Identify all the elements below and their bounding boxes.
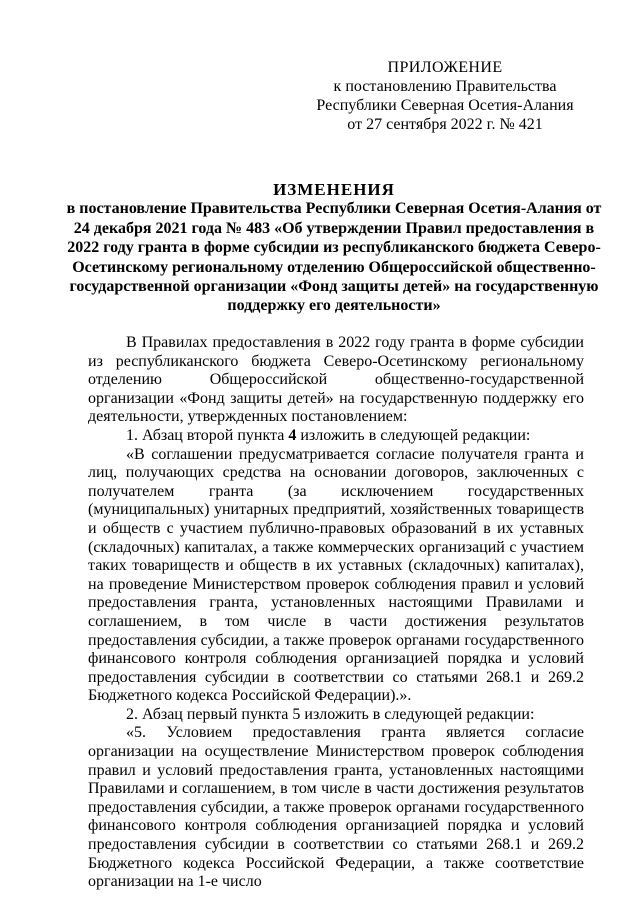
document-subtitle: в постановление Правительства Республики Северная Осетия-Алания от 24 декабря 2021 года № 483 «Об утверждении Правил предоставления в 2022 году гранта в форме субсидии из республиканского бюджета Северо-Осетинскому региональному отделению Общероссийской общественно-государственной организации «Фонд защиты детей» на государственную поддержку его деятельности»	[66, 200, 602, 315]
item-1-point-number: 4	[288, 426, 297, 444]
appendix-line-1: к постановлению Правительства	[333, 78, 557, 95]
item-1-text-start: 1. Абзац второй пункта	[126, 426, 289, 444]
quote-2-paragraph: «5. Условием предоставления гранта является согласие организации на осуществление Министерством проверок соблюдения правил и условий предоставления гранта, установленных настоящими Правилами и соглашением, в том числе в части достижения результатов предоставления субсидии, а также проверок органами государственного финансового контроля соблюдения организацией порядка и условий предоставления субсидии в соответствии со статьями 268.1 и 269.2 Бюджетного кодекса Российской Федерации, а также соответствие организации на 1-е число	[88, 724, 584, 891]
appendix-line-3: от 27 сентября 2022 г. № 421	[347, 116, 543, 133]
intro-paragraph: В Правилах предоставления в 2022 году гранта в форме субсидии из республиканского бюджета Северо-Осетинскому региональному отделению Общероссийской общественно-государственной организации «Фонд защиты детей» на государственную поддержку его деятельности, утвержденных постановлением:	[88, 334, 584, 426]
document-title: ИЗМЕНЕНИЯ	[273, 180, 395, 199]
document-body	[88, 334, 584, 892]
appendix-line-2: Республики Северная Осетия-Алания	[316, 97, 574, 114]
item-2-paragraph: 2. Абзац первый пункта 5 изложить в следующей редакции:	[126, 705, 535, 723]
item-1-text-end: изложить в следующей редакции:	[296, 426, 531, 444]
document-heading	[64, 180, 604, 316]
appendix-block	[300, 58, 590, 134]
quote-1-paragraph: «В соглашении предусматривается согласие получателя гранта и лиц, получающих средства на основании договоров, заключенных с получателем гранта (за исключением государственных (муниципальных) унитарных предприятий, хозяйственных товариществ и обществ с участием публично-правовых образований в их уставных (складочных) капиталах, а также коммерческих организаций с участием таких товариществ и обществ в их уставных (складочных) капиталах), на проведение Министерством проверок соблюдения правил и условий предоставления гранта, установленных настоящими Правилами и соглашением, в том числе в части достижения результатов предоставления субсидии, а также проверок органами государственного финансового контроля соблюдения организацией порядка и условий предоставления субсидии в соответствии со статьями 268.1 и 269.2 Бюджетного кодекса Российской Федерации).».	[88, 445, 584, 705]
appendix-label: ПРИЛОЖЕНИЕ	[387, 59, 503, 76]
item-1-paragraph	[88, 427, 584, 446]
